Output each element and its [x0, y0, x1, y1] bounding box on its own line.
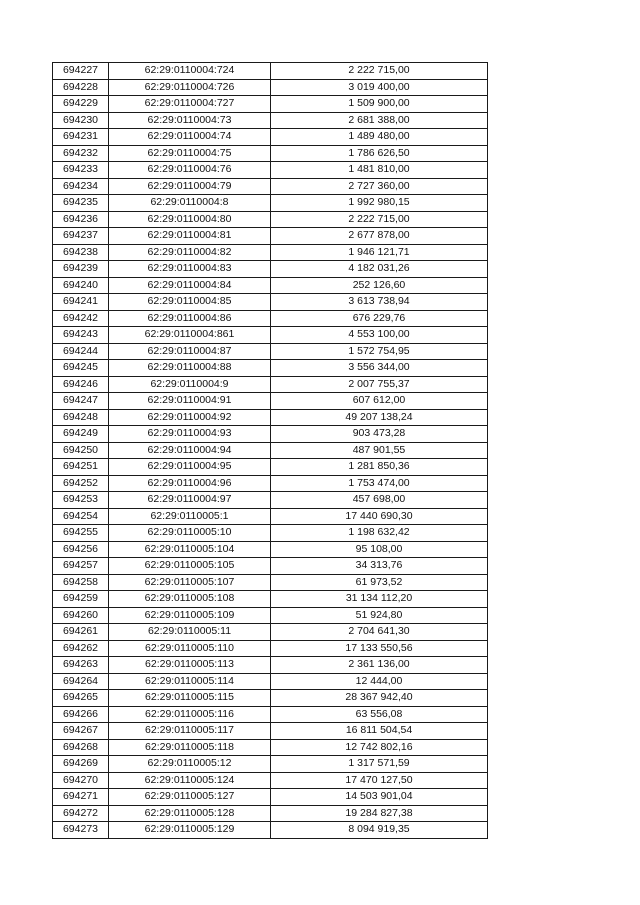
- cadastral-number-cell: 62:29:0110005:11: [109, 624, 271, 641]
- row-number-cell: 694269: [53, 756, 109, 773]
- table-row: [53, 690, 488, 707]
- row-number-cell: 694263: [53, 657, 109, 674]
- table-row: [53, 673, 488, 690]
- row-number-cell: 694241: [53, 294, 109, 311]
- cadastral-number-cell: 62:29:0110004:79: [109, 178, 271, 195]
- value-cell: 3 556 344,00: [271, 360, 488, 377]
- table-row: [53, 607, 488, 624]
- table-row: [53, 756, 488, 773]
- value-cell: 17 133 550,56: [271, 640, 488, 657]
- row-number-cell: 694249: [53, 426, 109, 443]
- row-number-cell: 694246: [53, 376, 109, 393]
- cadastral-number-cell: 62:29:0110005:115: [109, 690, 271, 707]
- value-cell: 1 481 810,00: [271, 162, 488, 179]
- value-cell: 1 317 571,59: [271, 756, 488, 773]
- cadastral-number-cell: 62:29:0110005:107: [109, 574, 271, 591]
- table-row: [53, 376, 488, 393]
- row-number-cell: 694243: [53, 327, 109, 344]
- cadastral-number-cell: 62:29:0110004:94: [109, 442, 271, 459]
- cadastral-number-cell: 62:29:0110004:8: [109, 195, 271, 212]
- value-cell: 1 753 474,00: [271, 475, 488, 492]
- cadastral-number-cell: 62:29:0110005:109: [109, 607, 271, 624]
- cadastral-number-cell: 62:29:0110004:74: [109, 129, 271, 146]
- row-number-cell: 694253: [53, 492, 109, 509]
- table-row: [53, 409, 488, 426]
- value-cell: 1 946 121,71: [271, 244, 488, 261]
- table-row: [53, 723, 488, 740]
- row-number-cell: 694229: [53, 96, 109, 113]
- table-row: [53, 525, 488, 542]
- cadastral-number-cell: 62:29:0110004:9: [109, 376, 271, 393]
- table-row: [53, 475, 488, 492]
- table-row: [53, 327, 488, 344]
- table-row: [53, 459, 488, 476]
- table-row: [53, 310, 488, 327]
- cadastral-number-cell: 62:29:0110004:96: [109, 475, 271, 492]
- row-number-cell: 694254: [53, 508, 109, 525]
- cadastral-number-cell: 62:29:0110004:82: [109, 244, 271, 261]
- cadastral-number-cell: 62:29:0110005:129: [109, 822, 271, 839]
- table-row: [53, 558, 488, 575]
- value-cell: 8 094 919,35: [271, 822, 488, 839]
- row-number-cell: 694271: [53, 789, 109, 806]
- row-number-cell: 694236: [53, 211, 109, 228]
- row-number-cell: 694252: [53, 475, 109, 492]
- cadastral-number-cell: 62:29:0110005:12: [109, 756, 271, 773]
- table-row: [53, 211, 488, 228]
- value-cell: 17 470 127,50: [271, 772, 488, 789]
- table-row: [53, 129, 488, 146]
- value-cell: 2 704 641,30: [271, 624, 488, 641]
- table-row: [53, 360, 488, 377]
- row-number-cell: 694262: [53, 640, 109, 657]
- row-number-cell: 694247: [53, 393, 109, 410]
- value-cell: 1 992 980,15: [271, 195, 488, 212]
- value-cell: 607 612,00: [271, 393, 488, 410]
- row-number-cell: 694227: [53, 63, 109, 80]
- row-number-cell: 694242: [53, 310, 109, 327]
- cadastral-number-cell: 62:29:0110005:110: [109, 640, 271, 657]
- table-row: [53, 294, 488, 311]
- table-body: [53, 63, 488, 839]
- value-cell: 49 207 138,24: [271, 409, 488, 426]
- value-cell: 28 367 942,40: [271, 690, 488, 707]
- cadastral-number-cell: 62:29:0110004:87: [109, 343, 271, 360]
- value-cell: 61 973,52: [271, 574, 488, 591]
- table-row: [53, 508, 488, 525]
- table-row: [53, 228, 488, 245]
- value-cell: 2 222 715,00: [271, 211, 488, 228]
- table-row: [53, 426, 488, 443]
- cadastral-number-cell: 62:29:0110004:91: [109, 393, 271, 410]
- value-cell: 1 572 754,95: [271, 343, 488, 360]
- value-cell: 676 229,76: [271, 310, 488, 327]
- value-cell: 2 222 715,00: [271, 63, 488, 80]
- row-number-cell: 694228: [53, 79, 109, 96]
- row-number-cell: 694273: [53, 822, 109, 839]
- cadastral-number-cell: 62:29:0110005:105: [109, 558, 271, 575]
- table-row: [53, 706, 488, 723]
- cadastral-number-cell: 62:29:0110004:93: [109, 426, 271, 443]
- cadastral-number-cell: 62:29:0110005:117: [109, 723, 271, 740]
- table-row: [53, 574, 488, 591]
- cadastral-number-cell: 62:29:0110004:861: [109, 327, 271, 344]
- cadastral-number-cell: 62:29:0110004:727: [109, 96, 271, 113]
- cadastral-number-cell: 62:29:0110005:128: [109, 805, 271, 822]
- value-cell: 63 556,08: [271, 706, 488, 723]
- table-row: [53, 393, 488, 410]
- cadastral-number-cell: 62:29:0110005:114: [109, 673, 271, 690]
- table-row: [53, 261, 488, 278]
- cadastral-number-cell: 62:29:0110004:88: [109, 360, 271, 377]
- table-row: [53, 657, 488, 674]
- cadastral-number-cell: 62:29:0110005:127: [109, 789, 271, 806]
- value-cell: 457 698,00: [271, 492, 488, 509]
- row-number-cell: 694237: [53, 228, 109, 245]
- row-number-cell: 694267: [53, 723, 109, 740]
- cadastral-number-cell: 62:29:0110004:81: [109, 228, 271, 245]
- row-number-cell: 694238: [53, 244, 109, 261]
- value-cell: 34 313,76: [271, 558, 488, 575]
- row-number-cell: 694245: [53, 360, 109, 377]
- cadastral-number-cell: 62:29:0110004:724: [109, 63, 271, 80]
- table-row: [53, 442, 488, 459]
- row-number-cell: 694264: [53, 673, 109, 690]
- value-cell: 2 361 136,00: [271, 657, 488, 674]
- table-row: [53, 739, 488, 756]
- row-number-cell: 694265: [53, 690, 109, 707]
- cadastral-number-cell: 62:29:0110004:95: [109, 459, 271, 476]
- cadastral-value-table: [52, 62, 488, 839]
- cadastral-number-cell: 62:29:0110005:116: [109, 706, 271, 723]
- table-row: [53, 789, 488, 806]
- value-cell: 1 786 626,50: [271, 145, 488, 162]
- cadastral-number-cell: 62:29:0110005:1: [109, 508, 271, 525]
- table-row: [53, 63, 488, 80]
- row-number-cell: 694248: [53, 409, 109, 426]
- row-number-cell: 694268: [53, 739, 109, 756]
- value-cell: 1 489 480,00: [271, 129, 488, 146]
- table-row: [53, 145, 488, 162]
- value-cell: 252 126,60: [271, 277, 488, 294]
- value-cell: 3 613 738,94: [271, 294, 488, 311]
- value-cell: 12 742 802,16: [271, 739, 488, 756]
- value-cell: 487 901,55: [271, 442, 488, 459]
- row-number-cell: 694266: [53, 706, 109, 723]
- row-number-cell: 694260: [53, 607, 109, 624]
- row-number-cell: 694231: [53, 129, 109, 146]
- row-number-cell: 694259: [53, 591, 109, 608]
- cadastral-number-cell: 62:29:0110004:76: [109, 162, 271, 179]
- table-row: [53, 277, 488, 294]
- cadastral-number-cell: 62:29:0110004:83: [109, 261, 271, 278]
- table-row: [53, 591, 488, 608]
- value-cell: 903 473,28: [271, 426, 488, 443]
- row-number-cell: 694256: [53, 541, 109, 558]
- cadastral-number-cell: 62:29:0110004:85: [109, 294, 271, 311]
- cadastral-number-cell: 62:29:0110004:86: [109, 310, 271, 327]
- value-cell: 17 440 690,30: [271, 508, 488, 525]
- cadastral-number-cell: 62:29:0110005:104: [109, 541, 271, 558]
- table-row: [53, 343, 488, 360]
- value-cell: 2 677 878,00: [271, 228, 488, 245]
- cadastral-number-cell: 62:29:0110004:84: [109, 277, 271, 294]
- cadastral-number-cell: 62:29:0110005:108: [109, 591, 271, 608]
- value-cell: 95 108,00: [271, 541, 488, 558]
- row-number-cell: 694232: [53, 145, 109, 162]
- value-cell: 19 284 827,38: [271, 805, 488, 822]
- value-cell: 4 182 031,26: [271, 261, 488, 278]
- value-cell: 1 281 850,36: [271, 459, 488, 476]
- row-number-cell: 694251: [53, 459, 109, 476]
- value-cell: 1 198 632,42: [271, 525, 488, 542]
- cadastral-number-cell: 62:29:0110005:124: [109, 772, 271, 789]
- table-row: [53, 805, 488, 822]
- row-number-cell: 694233: [53, 162, 109, 179]
- table-row: [53, 541, 488, 558]
- row-number-cell: 694255: [53, 525, 109, 542]
- table-row: [53, 772, 488, 789]
- table-row: [53, 195, 488, 212]
- value-cell: 12 444,00: [271, 673, 488, 690]
- cadastral-number-cell: 62:29:0110005:10: [109, 525, 271, 542]
- table-row: [53, 244, 488, 261]
- row-number-cell: 694272: [53, 805, 109, 822]
- cadastral-number-cell: 62:29:0110005:118: [109, 739, 271, 756]
- cadastral-number-cell: 62:29:0110004:92: [109, 409, 271, 426]
- table-row: [53, 96, 488, 113]
- value-cell: 14 503 901,04: [271, 789, 488, 806]
- table-row: [53, 624, 488, 641]
- table-row: [53, 79, 488, 96]
- row-number-cell: 694244: [53, 343, 109, 360]
- value-cell: 16 811 504,54: [271, 723, 488, 740]
- row-number-cell: 694270: [53, 772, 109, 789]
- row-number-cell: 694240: [53, 277, 109, 294]
- value-cell: 2 007 755,37: [271, 376, 488, 393]
- value-cell: 3 019 400,00: [271, 79, 488, 96]
- table-row: [53, 112, 488, 129]
- table-row: [53, 178, 488, 195]
- cadastral-number-cell: 62:29:0110004:97: [109, 492, 271, 509]
- row-number-cell: 694250: [53, 442, 109, 459]
- table-row: [53, 162, 488, 179]
- row-number-cell: 694234: [53, 178, 109, 195]
- row-number-cell: 694235: [53, 195, 109, 212]
- row-number-cell: 694257: [53, 558, 109, 575]
- document-page: [52, 62, 488, 839]
- value-cell: 31 134 112,20: [271, 591, 488, 608]
- value-cell: 4 553 100,00: [271, 327, 488, 344]
- cadastral-number-cell: 62:29:0110005:113: [109, 657, 271, 674]
- cadastral-number-cell: 62:29:0110004:726: [109, 79, 271, 96]
- cadastral-number-cell: 62:29:0110004:75: [109, 145, 271, 162]
- value-cell: 2 681 388,00: [271, 112, 488, 129]
- row-number-cell: 694258: [53, 574, 109, 591]
- table-row: [53, 640, 488, 657]
- row-number-cell: 694239: [53, 261, 109, 278]
- table-row: [53, 492, 488, 509]
- row-number-cell: 694230: [53, 112, 109, 129]
- row-number-cell: 694261: [53, 624, 109, 641]
- cadastral-number-cell: 62:29:0110004:80: [109, 211, 271, 228]
- value-cell: 1 509 900,00: [271, 96, 488, 113]
- cadastral-number-cell: 62:29:0110004:73: [109, 112, 271, 129]
- value-cell: 2 727 360,00: [271, 178, 488, 195]
- value-cell: 51 924,80: [271, 607, 488, 624]
- table-row: [53, 822, 488, 839]
